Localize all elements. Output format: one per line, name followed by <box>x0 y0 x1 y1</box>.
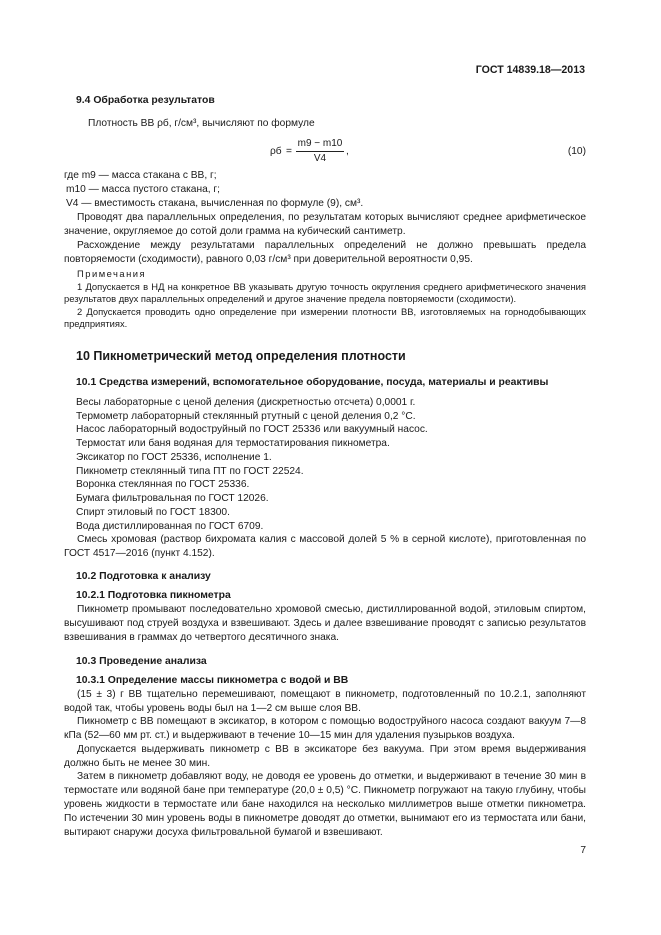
analysis-paragraph-1: (15 ± 3) г ВВ тщательно перемешивают, помещают в пикнометр, подготовленный по 10.2.1, заполняют водой так, чтобы уровень воды был на 1—2 см выше слоя ВВ. <box>64 689 586 714</box>
analysis-paragraph-2: Пикнометр с ВВ помещают в эксикатор, в котором с помощью водоструйного насоса создают вакуум 7—8 кПа (52—60 мм рт. ст.) и выдерживают в течение 10—15 мин для удаления пузырьков воздуха. <box>64 716 586 741</box>
section-10-heading: 10 Пикнометрический метод определения плотности <box>76 349 406 363</box>
note-1: 1 Допускается в НД на конкретное ВВ указывать другую точность округления среднего арифметического значения результатов двух параллельных определений и другое значение предела повторяемости (сходимости). <box>64 281 586 304</box>
section-10-3-heading: 10.3 Проведение анализа <box>76 656 207 667</box>
section-10-3-1-heading: 10.3.1 Определение массы пикнометра с водой и ВВ <box>76 675 349 686</box>
formula-fraction <box>296 138 344 165</box>
analysis-paragraph-4: Затем в пикнометр добавляют воду, не доводя ее уровень до отметки, и выдерживают в течение 30 мин в термостате или водяной бане при температуре (20,0 ± 0,5) °С. Пикнометр погружают на такую глубину, чтобы уровень жидкости в термостате или бане находился на несколько миллиметров выше отметки пикнометра. По истечении 30 мин уровень воды в пикнометре доводят до отметки, вынимают его из термостата или бани, вытирают снаружи досуха фильтровальной бумагой и взвешивают. <box>64 771 586 838</box>
equipment-item: Весы лабораторные с ценой деления (дискретностью отсчета) 0,0001 г. <box>76 397 416 408</box>
equipment-item: Термостат или баня водяная для термостатирования пикнометра. <box>76 438 390 449</box>
equipment-item: Бумага фильтровальная по ГОСТ 12026. <box>76 493 269 504</box>
where-m10: m10 — масса пустого стакана, г; <box>66 184 220 195</box>
notes-title: Примечания <box>77 268 147 279</box>
equipment-item: Спирт этиловый по ГОСТ 18300. <box>76 507 230 518</box>
equipment-item: Пикнометр стеклянный типа ПТ по ГОСТ 22524. <box>76 466 304 477</box>
chromic-mixture: Смесь хромовая (раствор бихромата калия с массовой долей 5 % в серной кислоте), приготовленная по ГОСТ 4517—2016 (пункт 4.152). <box>64 534 586 559</box>
equipment-item: Вода дистиллированная по ГОСТ 6709. <box>76 521 264 532</box>
equipment-item: Воронка стеклянная по ГОСТ 25336. <box>76 479 250 490</box>
section-10-2-heading: 10.2 Подготовка к анализу <box>76 571 211 582</box>
formula-eq: = <box>286 146 292 157</box>
equipment-item: Термометр лабораторный стеклянный ртутный с ценой деления 0,2 °С. <box>76 411 416 422</box>
paragraph-repeatability: Расхождение между результатами параллельных определений не должно превышать предела повторяемости (сходимости), равного 0,03 г/см³ при доверительной вероятности 0,95. <box>64 240 586 265</box>
section-10-2-1-heading: 10.2.1 Подготовка пикнометра <box>76 590 231 601</box>
section-9-4-heading: 9.4 Обработка результатов <box>76 95 215 106</box>
formula-numerator: m9 − m10 <box>297 138 343 149</box>
paragraph-average: Проводят два параллельных определения, по результатам которых вычисляют среднее арифметическое значение, округляемое до сотой доли грамма на кубический сантиметр. <box>64 212 586 237</box>
standard-number: ГОСТ 14839.18—2013 <box>475 64 585 76</box>
equipment-item: Эксикатор по ГОСТ 25336, исполнение 1. <box>76 452 272 463</box>
analysis-paragraph-3: Допускается выдерживать пикнометр с ВВ в эксикаторе без вакуума. При этом время выдерживания должно быть не менее 30 мин. <box>64 744 586 769</box>
page-number: 7 <box>580 845 586 856</box>
where-v4: V4 — вместимость стакана, вычисленная по формуле (9), см³. <box>66 198 364 209</box>
formula-intro: Плотность ВВ ρб, г/см³, вычисляют по формуле <box>88 118 315 129</box>
equipment-item: Насос лабораторный водоструйный по ГОСТ 25336 или вакуумный насос. <box>76 424 428 435</box>
fraction-bar <box>296 151 344 152</box>
note-2: 2 Допускается проводить одно определение при измерении плотности ВВ, изготовляемых на горнодобывающих предприятиях. <box>64 306 586 329</box>
pycnometer-preparation-text: Пикнометр промывают последовательно хромовой смесью, дистиллированной водой, этиловым спиртом, высушивают под струей воздуха и взвешивают. Здесь и далее взвешивание проводят с записью результатов взвешивания в граммах до четвертого десятичного знака. <box>64 604 586 643</box>
section-10-1-heading: 10.1 Средства измерений, вспомогательное оборудование, посуда, материалы и реактивы <box>76 377 549 388</box>
formula-denominator: V4 <box>313 153 327 164</box>
where-m9: где m9 — масса стакана с ВВ, г; <box>64 170 217 181</box>
formula-trail: , <box>346 146 349 157</box>
formula-lhs: ρб <box>270 146 282 157</box>
formula-number: (10) <box>567 146 586 157</box>
